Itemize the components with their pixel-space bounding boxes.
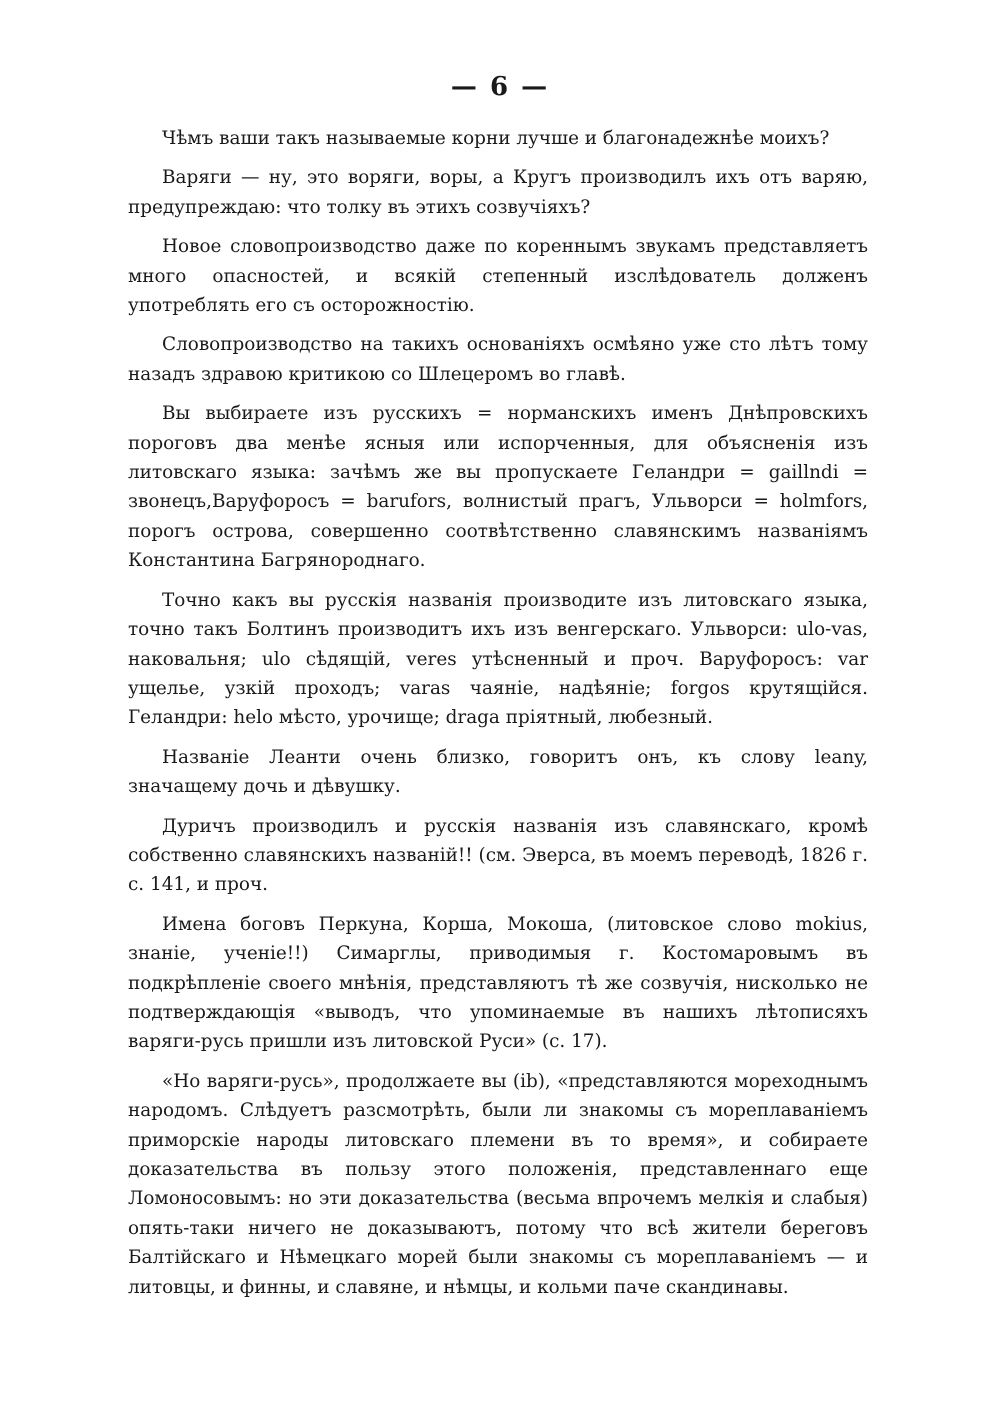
paragraph: Новое словопроизводство даже по кореннымъ звукамъ представляетъ много опасностей, и всякій степенный изслѣдователь долженъ употреблять его съ осторожностію. [128,236,868,317]
paragraph: Имена боговъ Перкуна, Корша, Мокоша, (литовское слово mokius, знаніе, ученіе!!) Симарглы, приводимыя г. Костомаровымъ въ подкрѣпленіе своего мнѣнія, представляютъ тѣ же созвучія, нисколько не подтверждающія «выводъ, что упоминаемые въ нашихъ лѣтописяхъ варяги-русь пришли изъ литовской Руси» (с. 17). [128,913,868,1053]
paragraph: «Но варяги-русь», продолжаете вы (ib), «представляются мореходнымъ народомъ. Слѣдуетъ разсмотрѣть, были ли знакомы съ мореплаваніемъ приморскіе народы литовскаго племени въ то время», и собираете доказательства въ пользу этого положенія, представленнаго еще Ломоносовымъ: но эти доказательства (весьма впрочемъ мелкія и слабыя) опять-таки ничего не доказываютъ, потому что всѣ жители береговъ Балтійскаго и Нѣмецкаго морей были знакомы съ мореплаваніемъ — и литовцы, и финны, и славяне, и нѣмцы, и кольми паче скандинавы. [128,1070,868,1298]
body-text [128,124,868,1312]
paragraph: Чѣмъ ваши такъ называемые корни лучше и благонадежнѣе моихъ? [162,128,830,149]
paragraph: Вы выбираете изъ русскихъ = норманскихъ именъ Днѣпровскихъ пороговъ два менѣе ясныя или испорченныя, для объясненія изъ литовскаго языка: зачѣмъ же вы пропускаете Геландри = gaillndi = звонецъ,Варуфоросъ = barufors, волнистый прагъ, Ульворси = holmfors, порогъ острова, совершенно соотвѣтственно славянскимъ названіямъ Константина Багрянороднаго. [128,403,868,572]
paragraph: Варяги — ну, это воряги, воры, а Кругъ производилъ ихъ отъ варяю, предупреждаю: что толку въ этихъ созвучіяхъ? [128,167,868,218]
paragraph: Точно какъ вы русскія названія производите изъ литовскаго языка, точно такъ Болтинъ производитъ ихъ изъ венгерскаго. Ульворси: ulo-vas, наковальня; ulo сѣдящій, veres утѣсненный и проч. Варуфоросъ: var ущелье, узкій проходъ; varas чаяніе, надѣяніе; forgos крутящійся. Геландри: helo мѣсто, урочище; draga пріятный, любезный. [128,589,868,729]
paragraph: Названіе Леанти очень близко, говоритъ онъ, къ слову leany, значащему дочь и дѣвушку. [128,746,868,798]
paragraph: Дуричъ производилъ и русскія названія изъ славянскаго, кромѣ собственно славянскихъ названій!! (см. Эверса, въ моемъ переводѣ, 1826 г. с. 141, и проч. [128,815,868,896]
paragraph: Словопроизводство на такихъ основаніяхъ осмѣяно уже сто лѣтъ тому назадъ здравою критикою со Шлецеромъ во главѣ. [128,334,868,385]
page-number: — 6 — [450,72,550,102]
